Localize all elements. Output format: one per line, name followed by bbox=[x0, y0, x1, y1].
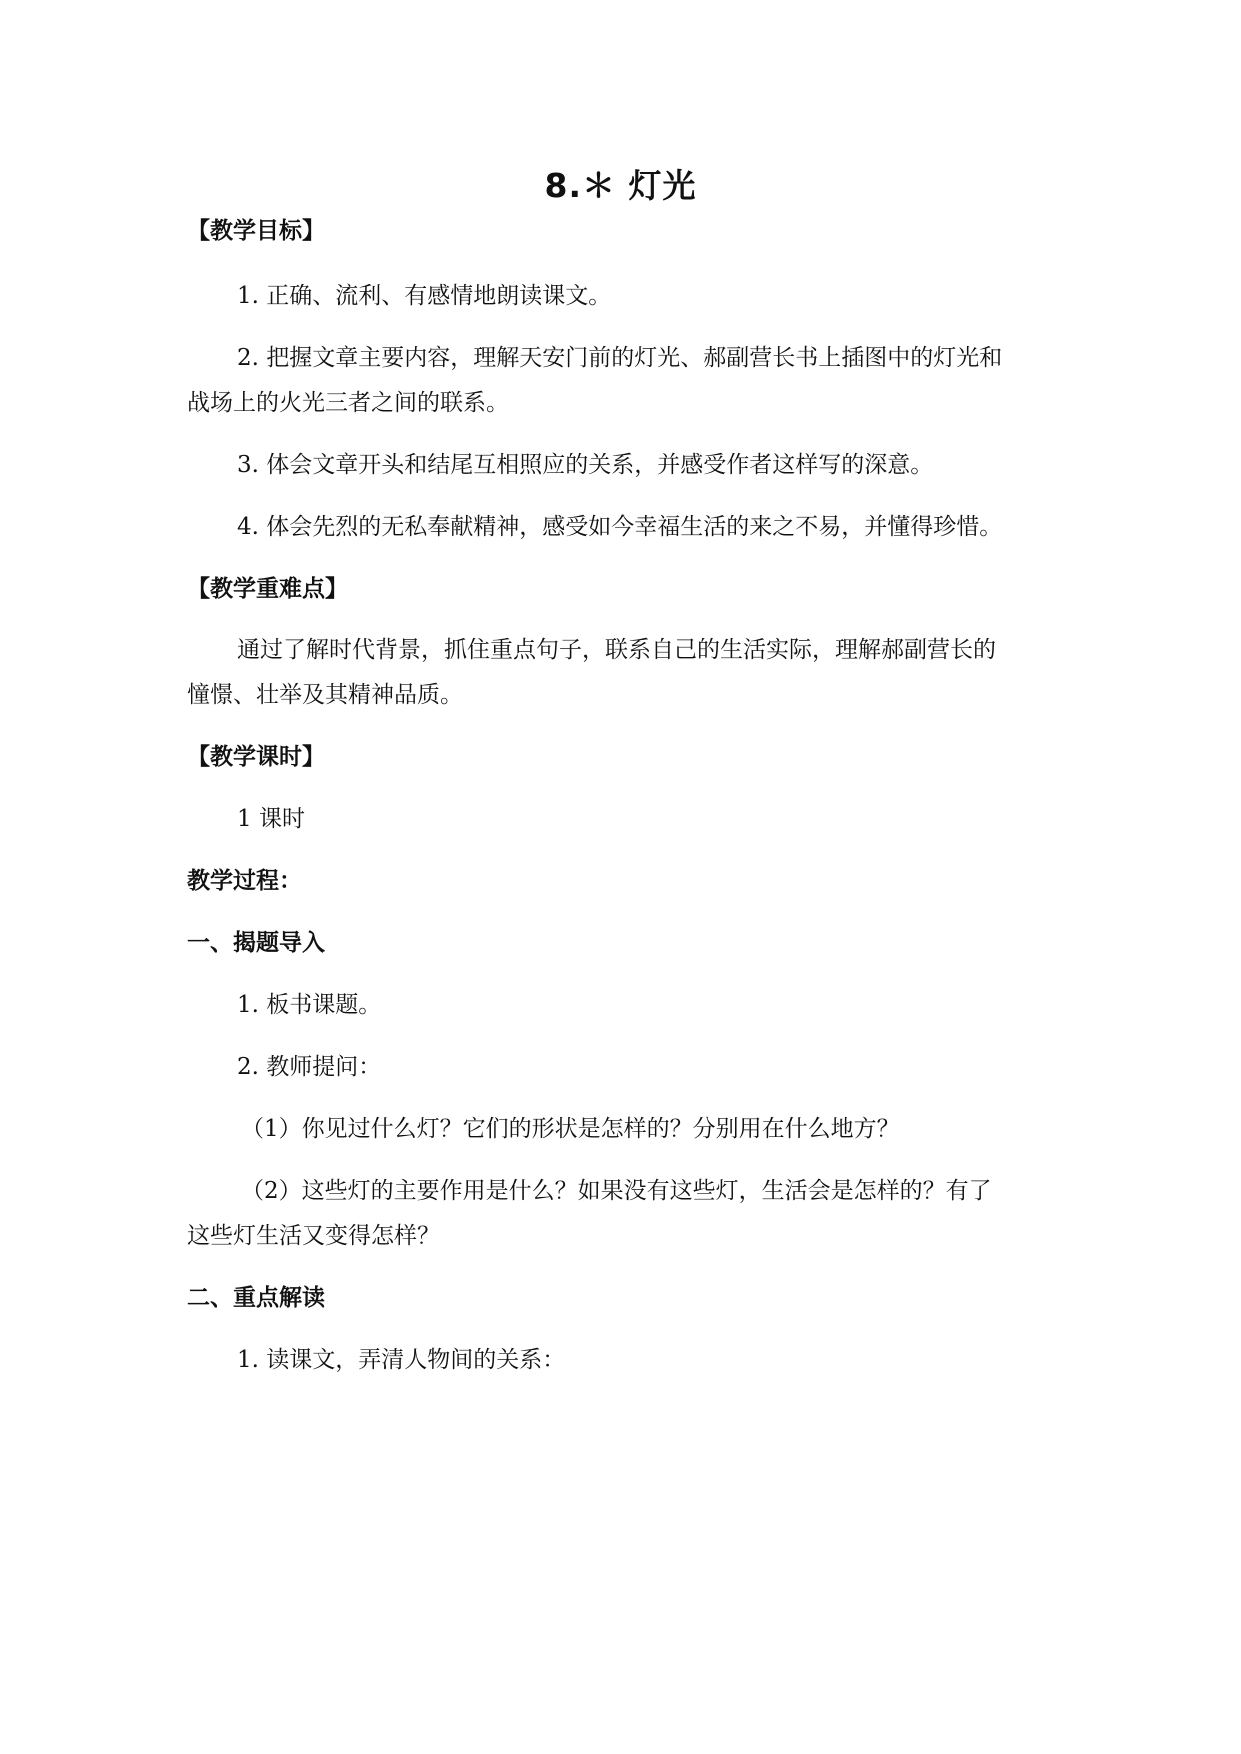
objective-4: 4. 体会先烈的无私奉献精神，感受如今幸福生活的来之不易，并懂得珍惜。 bbox=[237, 514, 1003, 540]
key-points-heading: 【教学重难点】 bbox=[187, 576, 348, 602]
part1-question-2: （2）这些灯的主要作用是什么？如果没有这些灯，生活会是怎样的？有了 bbox=[241, 1178, 992, 1204]
objective-2: 2. 把握文章主要内容，理解天安门前的灯光、郝副营长书上插图中的灯光和 bbox=[237, 345, 1003, 371]
objective-1: 1. 正确、流利、有感情地朗读课文。 bbox=[237, 283, 612, 309]
objective-3: 3. 体会文章开头和结尾互相照应的关系，并感受作者这样写的深意。 bbox=[237, 452, 934, 478]
objectives-heading: 【教学目标】 bbox=[187, 218, 325, 244]
part1-item-1: 1. 板书课题。 bbox=[237, 992, 382, 1018]
part2-heading: 二、重点解读 bbox=[187, 1285, 325, 1311]
part1-item-2: 2. 教师提问： bbox=[237, 1054, 382, 1080]
document-title: 8.＊ 灯光 bbox=[544, 166, 697, 205]
process-heading: 教学过程： bbox=[187, 868, 302, 894]
part1-heading: 一、揭题导入 bbox=[187, 930, 325, 956]
key-points-line-1: 通过了解时代背景，抓住重点句子，联系自己的生活实际，理解郝副营长的 bbox=[237, 637, 996, 663]
part1-question-2-continued: 这些灯生活又变得怎样？ bbox=[187, 1223, 440, 1249]
periods-value: 1 课时 bbox=[237, 806, 305, 832]
periods-heading: 【教学课时】 bbox=[187, 744, 325, 770]
objective-2-continued: 战场上的火光三者之间的联系。 bbox=[187, 390, 509, 416]
part2-item-1: 1. 读课文，弄清人物间的关系： bbox=[237, 1347, 566, 1373]
part1-question-1: （1）你见过什么灯？它们的形状是怎样的？分别用在什么地方？ bbox=[241, 1116, 900, 1142]
key-points-line-2: 憧憬、壮举及其精神品质。 bbox=[187, 682, 463, 708]
